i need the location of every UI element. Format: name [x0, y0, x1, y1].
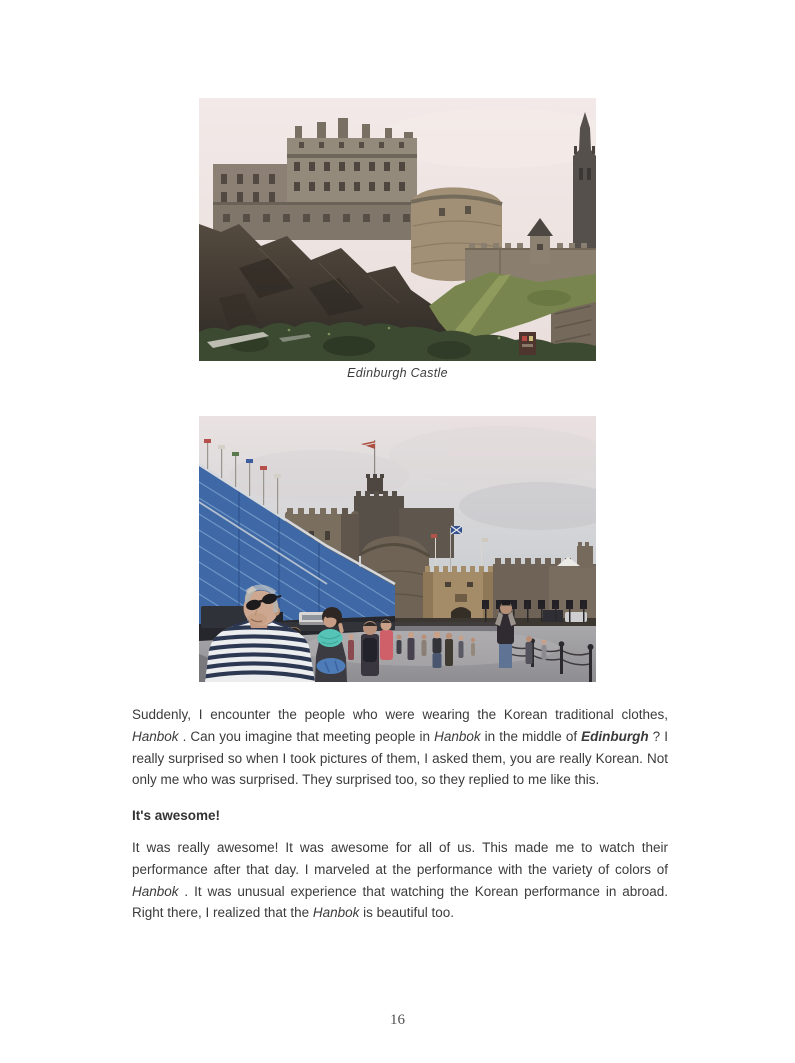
- figure-edinburgh-castle: [199, 98, 596, 361]
- body-text: [132, 704, 668, 936]
- text-segment-italic: Hanbok: [434, 728, 481, 744]
- text-segment: . Can you imagine that meeting people in: [178, 728, 435, 744]
- paragraph-2: [132, 837, 668, 924]
- text-segment: . It was unusual experience that watching the Korean performance in abroad. Right there, I realized that the: [132, 883, 668, 921]
- text-segment: Suddenly, I encounter the people who were wearing the Korean traditional clothes,: [132, 707, 668, 722]
- text-segment: It was really awesome! It was awesome for all of us. This made me to watch their performance after that day. I marveled at the performance with the variety of colors of: [132, 839, 668, 877]
- subheading: It's awesome!: [132, 808, 220, 824]
- text-segment-italic: Hanbok: [132, 728, 179, 744]
- paragraph-1: [132, 704, 668, 791]
- page-number: 16: [390, 1012, 405, 1028]
- figure-caption: Edinburgh Castle: [347, 366, 448, 380]
- text-segment: in the middle of: [480, 728, 582, 744]
- figure-castle-esplanade: [199, 416, 596, 682]
- castle-photo: [199, 98, 596, 361]
- esplanade-photo: [199, 416, 596, 682]
- photo2-backpack-man: [361, 621, 379, 676]
- text-segment-bold-italic: Edinburgh: [581, 728, 649, 744]
- text-segment-italic: Hanbok: [312, 905, 360, 921]
- text-segment: is beautiful too.: [359, 905, 454, 921]
- photo1-sign: [519, 332, 536, 355]
- text-segment: ? I really surprised so when I took pictures of them, I asked them, you are really Korean. Not only me who was surprised. They surprised too, so they replied to me like this.: [132, 728, 668, 788]
- text-segment-italic: Hanbok: [132, 883, 179, 899]
- photo2-red-shirt-person: [380, 620, 393, 661]
